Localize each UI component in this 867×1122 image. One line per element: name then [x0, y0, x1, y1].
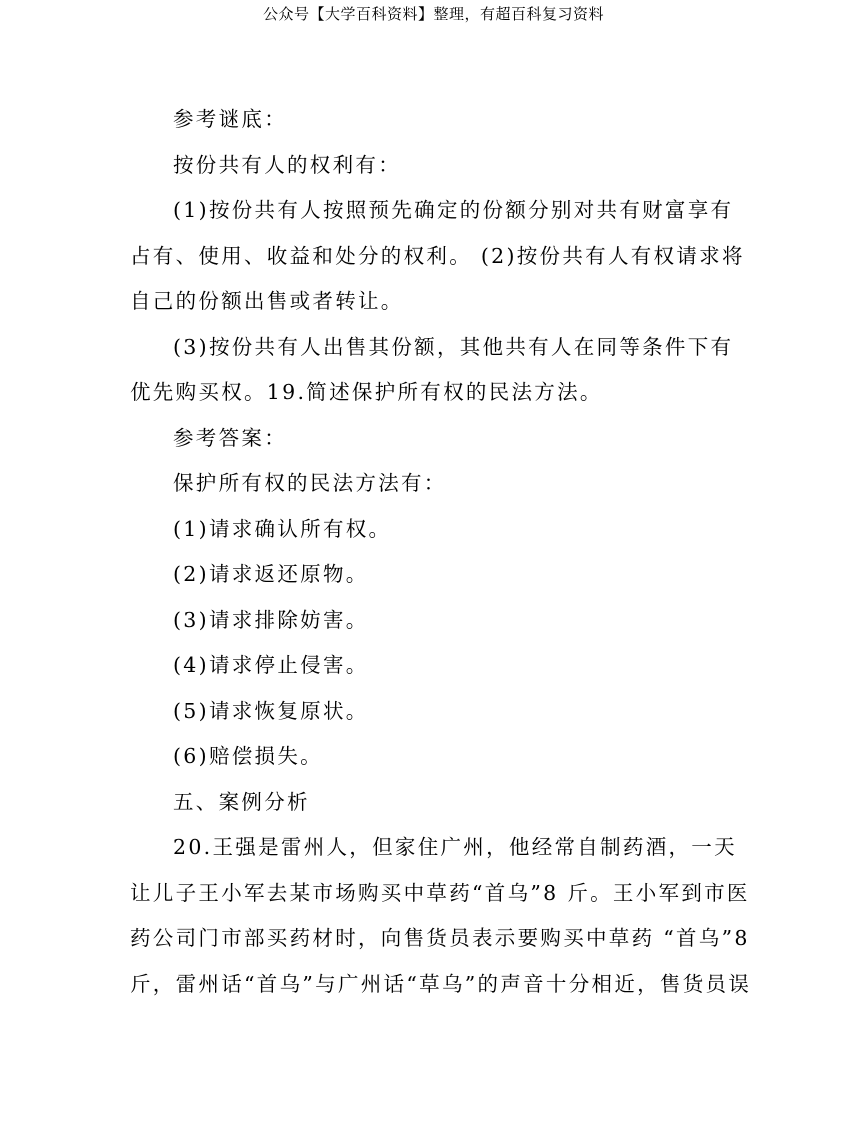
text-line: (1)请求确认所有权。 — [173, 516, 392, 541]
text-line: 参考谜底： — [173, 107, 287, 131]
text-line: (1)按份共有人按照预先确定的份额分别对共有财富享有 — [173, 198, 734, 222]
page-header: 公众号【大学百科资料】整理，有超百科复习资料 — [262, 5, 604, 23]
text-line: 让儿子王小军去某市场购买中草药“首乌”8 斤。王小军到市医 — [130, 880, 750, 905]
text-line: 药公司门市部买药材时，向售货员表示要购买中草药 “首乌”8 — [130, 926, 750, 950]
text-line: 参考答案： — [173, 425, 287, 450]
text-line: (3)请求排除妨害。 — [173, 607, 369, 632]
section-heading: 五、案例分析 — [173, 789, 310, 814]
text-line: (2)请求返还原物。 — [173, 562, 369, 586]
text-line: 占有、使用、收益和处分的权利。 (2)按份共有人有权请求将 — [130, 243, 745, 268]
text-line: (6)赔偿损失。 — [173, 744, 323, 768]
text-line: (5)请求恢复原状。 — [173, 698, 369, 723]
text-line: 按份共有人的权利有： — [173, 152, 401, 177]
text-line: (4)请求停止侵害。 — [173, 653, 369, 677]
text-line: 斤，雷州话“首乌”与广州话“草乌”的声音十分相近，售货员误 — [130, 971, 752, 996]
text-line: 优先购买权。19.简述保护所有权的民法方法。 — [130, 380, 603, 404]
document-body — [130, 97, 752, 1007]
text-line: 自己的份额出售或者转让。 — [130, 289, 404, 313]
text-line: (3)按份共有人出售其份额，其他共有人在同等条件下有 — [173, 334, 734, 359]
text-line: 保护所有权的民法方法有： — [173, 471, 447, 495]
text-line: 20.王强是雷州人，但家住广州，他经常自制药酒，一天 — [173, 835, 737, 859]
